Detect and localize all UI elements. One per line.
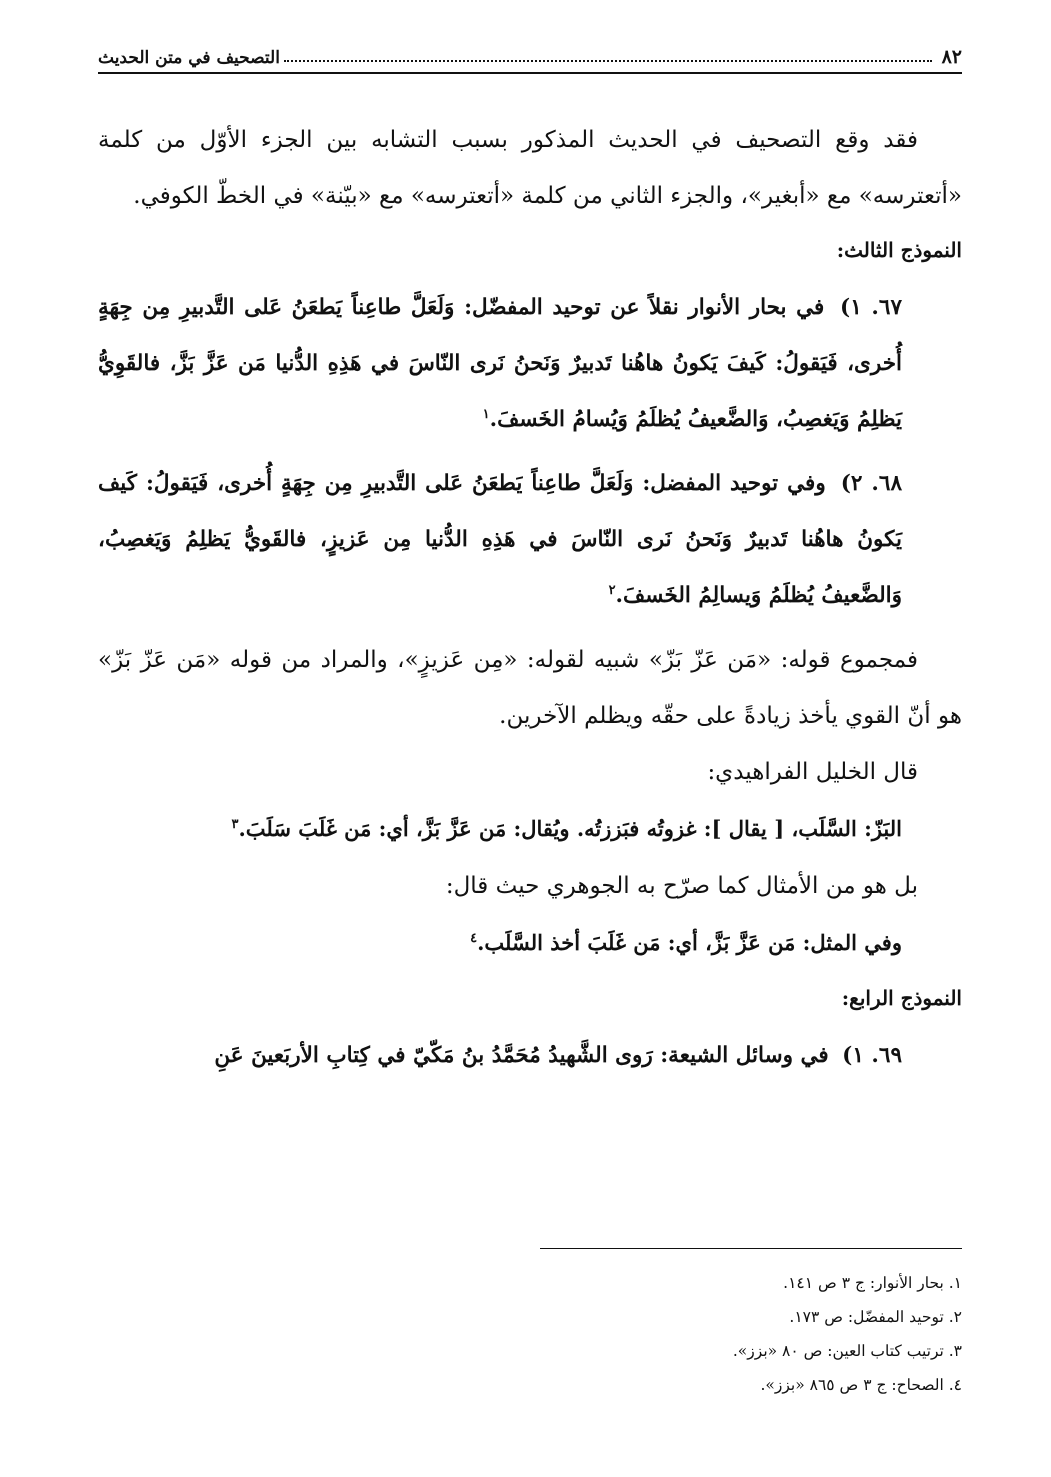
footnotes — [98, 1266, 962, 1402]
commentary-paragraph: فمجموع قوله: «مَن عَزّ بَزّ» شبيه لقوله: «مِن عَزيزٍ»، والمراد من قوله «مَن عَزّ بَزّ» هو أنّ القوي يأخذ زيادةً على حقّه ويظلم الآخرين. — [98, 647, 962, 729]
footnote-item: ٣. ترتيب كتاب العين: ص ٨٠ «بزز». — [732, 1342, 962, 1360]
khalil-quote-text: البَزّ: السَّلَب، [ يقال ]: غزوتُه فبَززتُه. ويُقال: مَن عَزَّ بَزَّ، أي: مَن غَلَبَ سَلَبَ. — [238, 816, 902, 841]
khalil-intro: قال الخليل الفراهيدي: — [707, 759, 918, 785]
footnote-item: ١. بحار الأنوار: ج ٣ ص ١٤١. — [783, 1274, 962, 1292]
hadith-text: وفي توحيد المفضل: وَلَعَلَّ طاعِناً يَطعَنُ عَلى التَّدبيرِ مِن جِهَةٍ أُخرى، فَيَقولُ: كَيف يَكونُ هاهُنا تَدبيرٌ وَنَحنُ نَرى النّاسَ في هَذِهِ الدُّنيا مِن عَزيزٍ، فالقَويُّ يَظلِمُ وَيَغصِبُ، وَالضَّعيفُ يُظلَمُ وَيسالِمُ الخَسفَ. — [98, 471, 902, 608]
header-title: التصحيف في متن الحديث — [98, 48, 280, 68]
model3-heading: النموذج الثالث: — [836, 238, 962, 262]
footnote-item: ٢. توحيد المفضّل: ص ١٧٣. — [789, 1308, 962, 1326]
jawhari-quote — [98, 914, 902, 972]
hadith-67 — [98, 280, 902, 448]
model4-heading: النموذج الرابع: — [841, 986, 962, 1010]
hadith-69 — [98, 1028, 902, 1084]
header-leader-dots — [284, 60, 932, 62]
footnote-ref[interactable]: ٣ — [231, 817, 239, 832]
jawhari-intro: بل هو من الأمثال كما صرّح به الجوهري حيث قال: — [445, 873, 918, 899]
jawhari-quote-text: وفي المثل: مَن عَزَّ بَزَّ، أي: مَن غَلَبَ أخذ السَّلَب. — [477, 930, 902, 955]
hadith-number: ٦٩. ١) — [842, 1043, 902, 1068]
footnote-ref[interactable]: ١ — [482, 406, 490, 422]
footnote-divider — [540, 1248, 962, 1249]
footnote-item: ٤. الصحاح: ج ٣ ص ٨٦٥ «بزز». — [760, 1376, 962, 1394]
hadith-68 — [98, 456, 902, 624]
footnote-ref[interactable]: ٢ — [608, 582, 616, 598]
footnote-ref[interactable]: ٤ — [470, 931, 478, 946]
khalil-quote — [98, 800, 902, 858]
main-text — [98, 112, 962, 1092]
page-number: ٨٢ — [941, 46, 962, 68]
hadith-text: في وسائل الشيعة: رَوى الشَّهيدُ مُحَمَّدُ بنُ مَكّيّ في كِتابِ الأربَعينَ عَنِ — [214, 1043, 829, 1068]
hadith-number: ٦٨. ٢) — [840, 471, 902, 496]
intro-paragraph: فقد وقع التصحيف في الحديث المذكور بسبب التشابه بين الجزء الأوّل من كلمة «أتعترسه» مع «أبغير»، والجزء الثاني من كلمة «أتعترسه» مع «بيّنة» في الخطّ الكوفي. — [98, 127, 962, 209]
hadith-text: في بحار الأنوار نقلاً عن توحيد المفضّل: وَلَعَلَّ طاعِناً يَطعَنُ عَلى التَّدبيرِ مِن جِهَةٍ أُخرى، فَيَقولُ: كَيفَ يَكونُ هاهُنا تَدبيرٌ وَنَحنُ نَرى النّاسَ في هَذِهِ الدُّنيا مَن عَزَّ بَزَّ، فالقَوِيُّ يَظلِمُ وَيَغصِبُ، وَالضَّعيفُ يُظلَمُ وَيُسامُ الخَسفَ. — [98, 295, 902, 432]
hadith-number: ٦٧. ١) — [840, 295, 902, 320]
running-header — [98, 38, 962, 74]
